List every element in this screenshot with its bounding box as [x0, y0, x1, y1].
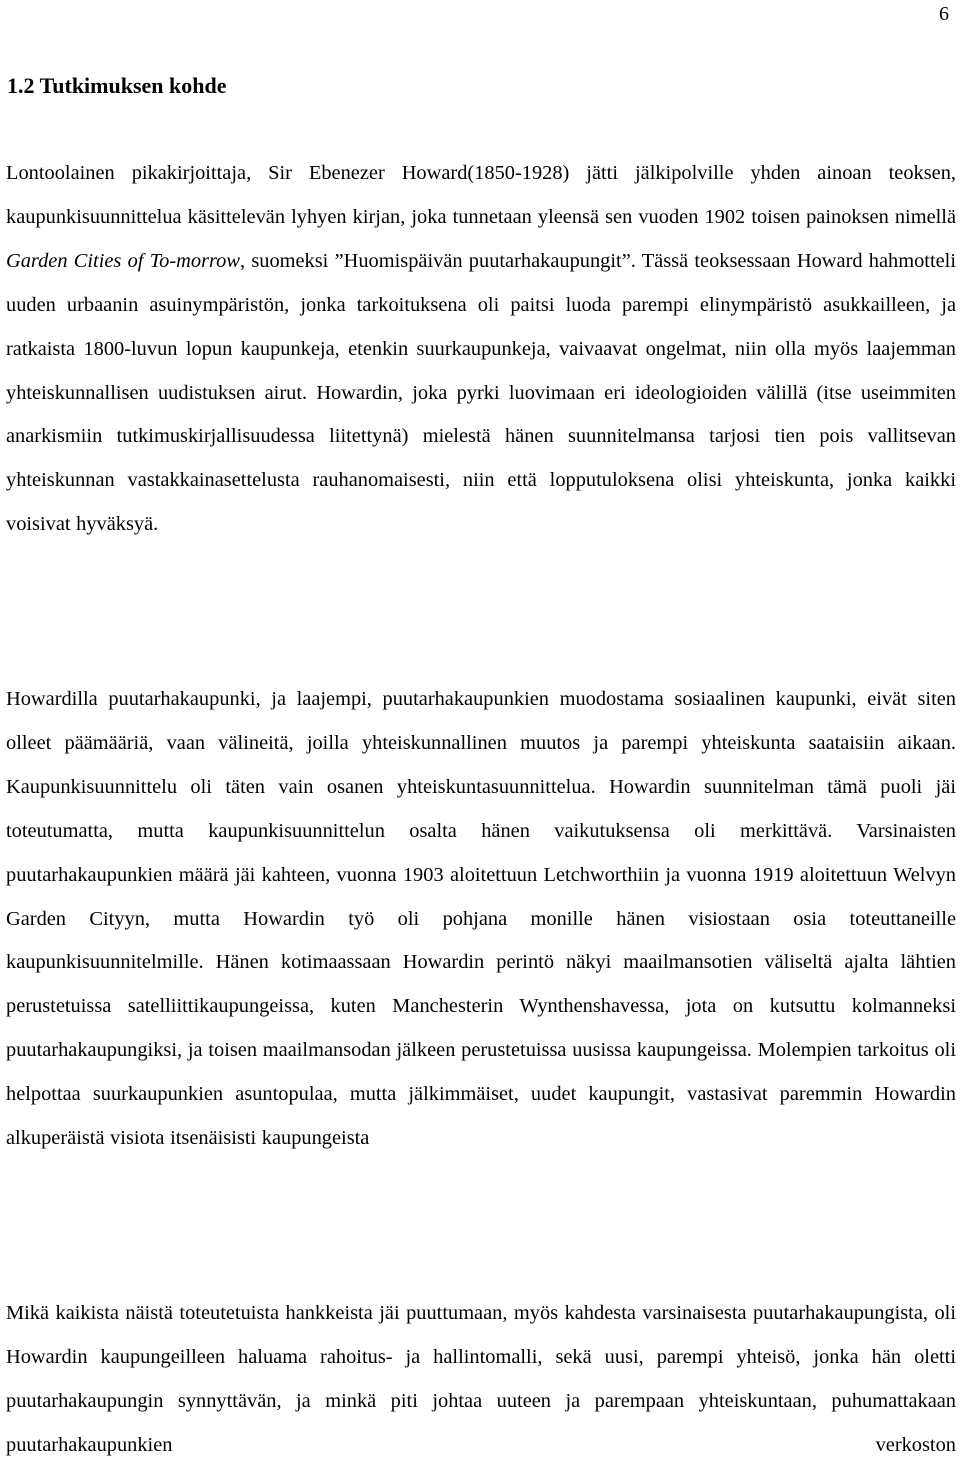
book-title: Garden Cities of To-morrow [6, 249, 240, 272]
section-heading: 1.2 Tutkimuksen kohde [7, 73, 227, 98]
paragraph-1-text-b: , suomeksi ”Huomispäivän puutarhakaupungit”. Tässä teoksessaan Howard hahmotteli uuden urbaanin asuinympäristön, jonka tarkoituksena oli paitsi luoda parempi elinympäristö asukkailleen, ja ratkaista 1800-luvun lopun kaupunkeja, etenkin suurkaupunkeja, vaivaavat ongelmat, niin olla myös laajemman yhteiskunnallisen uudistuksen airut. Howardin, joka pyrki luovimaan eri ideologioiden välillä (itse useimmiten anarkismiin tutkimuskirjallisuudessa liitettynä) mielestä hänen suunnitelmansa tarjosi tien pois vallitsevan yhteiskunnan vastakkainasettelusta rauhanomaisesti, niin että lopputuloksena olisi yhteiskunta, jonka kaikki voisivat hyväksyä. [6, 249, 956, 536]
paragraph-1-text-a: Lontoolainen pikakirjoittaja, Sir Ebenezer Howard(1850-1928) jätti jälkipolville yhden ainoan teoksen, kaupunkisuunnittelua käsittelevän lyhyen kirjan, joka tunnetaan yleensä sen vuoden 1902 toisen painoksen nimellä [6, 162, 956, 228]
page-number: 6 [939, 3, 949, 25]
paragraph-1 [6, 152, 956, 547]
paragraph-2: Howardilla puutarhakaupunki, ja laajempi, puutarhakaupunkien muodostama sosiaalinen kaupunki, eivät siten olleet päämääriä, vaan välineitä, joilla yhteiskunnallinen muutos ja parempi yhteiskunta saataisiin aikaan. Kaupunkisuunnittelu oli täten vain osanen yhteiskuntasuunnittelua. Howardin suunnitelman tämä puoli jäi toteutumatta, mutta kaupunkisuunnittelun osalta hänen vaikutuksensa oli merkittävä. Varsinaisten puutarhakaupunkien määrä jäi kahteen, vuonna 1903 aloitettuun Letchworthiin ja vuonna 1919 aloitettuun Welvyn Garden Cityyn, mutta Howardin työ oli pohjana monille hänen visiostaan osia toteuttaneille kaupunkisuunnitelmille. Hänen kotimaassaan Howardin perintö näkyi maailmansotien väliseltä ajalta lähtien perustetuissa satelliittikaupungeissa, kuten Manchesterin Wynthenshavessa, jota on kutsuttu kolmanneksi puutarhakaupungiksi, ja toisen maailmansodan jälkeen perustetuissa uusissa kaupungeissa. Molempien tarkoitus oli helpottaa suurkaupunkien asuntopulaa, mutta jälkimmäiset, uudet kaupungit, vastasivat paremmin Howardin alkuperäistä visiota itsenäisisti kaupungeista [6, 688, 956, 1150]
paragraph-3: Mikä kaikista näistä toteutetuista hankkeista jäi puuttumaan, myös kahdesta varsinaisesta puutarhakaupungista, oli Howardin kaupungeilleen haluama rahoitus- ja hallintomalli, sekä uusi, parempi yhteisö, jonka hän oletti puutarhakaupungin synnyttävän, ja minkä piti johtaa uuteen ja parempaan yhteiskuntaan, puhumattakaan puutarhakaupunkien verkoston [6, 1302, 956, 1456]
